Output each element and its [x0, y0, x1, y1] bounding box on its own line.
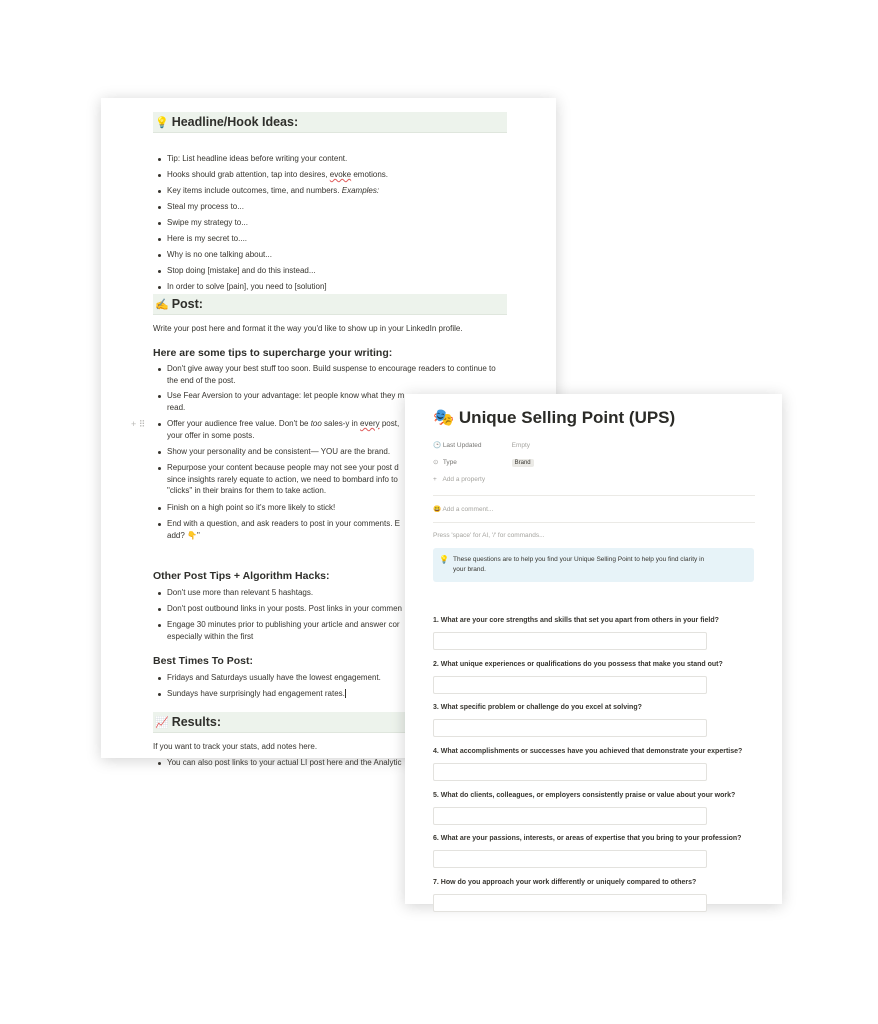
page-title: 🎭 Unique Selling Point (UPS)	[433, 408, 676, 427]
avatar: 😃	[433, 506, 442, 513]
answer-field[interactable]	[433, 719, 707, 737]
list-item: You can also post links to your actual LI post here and the Analytic	[153, 757, 507, 773]
question-6: 6. What are your passions, interests, or areas of expertise that you bring to your profession?	[433, 835, 742, 842]
headline-hook-list	[153, 153, 507, 297]
list-item: Stop doing [mistake] and do this instead...	[153, 265, 507, 281]
question-1: 1. What are your core strengths and skills that set you apart from others in your field?	[433, 617, 719, 624]
list-item: Key items include outcomes, time, and numbers. Examples:	[153, 185, 507, 201]
tips-heading: Here are some tips to supercharge your writing:	[153, 347, 393, 359]
post-title: Post:	[171, 297, 203, 311]
writing-hand-icon: ✍️	[155, 299, 169, 311]
list-item: Engage 30 minutes prior to publishing your article and answer cor especially within the first	[153, 619, 507, 647]
property-label: Last Updated	[442, 442, 482, 449]
question-4: 4. What accomplishments or successes have you achieved that demonstrate your expertise?	[433, 748, 743, 755]
callout-text: These questions are to help you find your Unique Selling Point to help you find clarity in your brand.	[453, 556, 705, 573]
question-7: 7. How do you approach your work differently or uniquely compared to others?	[433, 879, 697, 886]
clock-icon: 🕒	[433, 442, 442, 449]
lightbulb-icon: 💡	[155, 117, 169, 129]
answer-field[interactable]	[433, 850, 707, 868]
property-label: Type	[442, 459, 457, 466]
list-item: In order to solve [pain], you need to [solution]	[153, 281, 507, 297]
performing-arts-icon: 🎭	[433, 408, 455, 427]
results-intro: If you want to track your stats, add notes here.	[153, 742, 318, 751]
list-item: Don't give away your best stuff too soon. Build suspense to encourage readers to continue to the end of the post.	[153, 363, 507, 390]
answer-field[interactable]	[433, 807, 707, 825]
brand-tag[interactable]: Brand	[512, 459, 534, 467]
add-property-button[interactable]: + Add a property	[433, 476, 486, 483]
answer-field[interactable]	[433, 676, 707, 694]
unique-selling-point-document	[405, 394, 782, 904]
type-icon: ⊙	[433, 459, 439, 466]
list-item: Don't post outbound links in your posts. Post links in your commen	[153, 603, 507, 619]
headline-hook-title: Headline/Hook Ideas:	[171, 115, 299, 129]
list-item: Don't use more than relevant 5 hashtags.	[153, 587, 507, 603]
answer-field[interactable]	[433, 763, 707, 781]
property-value[interactable]: Empty	[511, 442, 531, 449]
other-tips-heading: Other Post Tips + Algorithm Hacks:	[153, 570, 330, 582]
list-item: Repurpose your content because people may not see your post d since insights rarely equate to action, we need to bombard info to "clicks" in their brains for them to take action.	[153, 462, 507, 502]
add-comment-field[interactable]: 😃 Add a comment...	[433, 506, 494, 513]
lightbulb-icon: 💡	[439, 555, 449, 564]
plus-icon: +	[433, 476, 437, 483]
results-title: Results:	[171, 715, 222, 729]
text-cursor	[345, 689, 346, 698]
list-item: Steal my process to...	[153, 201, 507, 217]
question-2: 2. What unique experiences or qualifications do you possess that make you stand out?	[433, 661, 723, 668]
list-item: Finish on a high point so it's more likely to stick!	[153, 502, 507, 518]
answer-field[interactable]	[433, 894, 707, 912]
chart-increasing-icon: 📈	[155, 717, 169, 729]
list-item: Show your personality and be consistent— YOU are the brand.	[153, 446, 507, 462]
list-item: Why is no one talking about...	[153, 249, 507, 265]
command-input[interactable]: Press 'space' for AI, '/' for commands...	[433, 532, 545, 539]
list-item: Swipe my strategy to...	[153, 217, 507, 233]
block-drag-handle[interactable]: + ⠿	[131, 419, 146, 429]
question-3: 3. What specific problem or challenge do you excel at solving?	[433, 704, 642, 711]
property-last-updated[interactable]	[433, 441, 530, 449]
post-heading	[153, 294, 507, 315]
headline-hook-heading	[153, 112, 507, 133]
list-item: Fridays and Saturdays usually have the lowest engagement.	[153, 672, 507, 688]
list-item: Offer your audience free value. Don't be too sales-y in every post, your offer in some posts.	[153, 418, 507, 446]
post-intro: Write your post here and format it the way you'd like to show up in your LinkedIn profile.	[153, 324, 463, 333]
question-5: 5. What do clients, colleagues, or employers consistently praise or value about your work?	[433, 792, 736, 799]
callout	[433, 548, 754, 582]
answer-field[interactable]	[433, 632, 707, 650]
list-item: Here is my secret to....	[153, 233, 507, 249]
list-item: Tip: List headline ideas before writing your content.	[153, 153, 507, 169]
list-item: End with a question, and ask readers to post in your comments. E add? 👇"	[153, 518, 507, 544]
best-times-heading: Best Times To Post:	[153, 655, 253, 667]
list-item: Use Fear Aversion to your advantage: let people know what they m read.	[153, 390, 507, 418]
list-item: Sundays have surprisingly had engagement rates.	[153, 688, 507, 704]
divider	[433, 495, 755, 496]
property-type[interactable]	[433, 458, 534, 467]
list-item: Hooks should grab attention, tap into desires, evoke emotions.	[153, 169, 507, 185]
divider	[433, 522, 755, 523]
